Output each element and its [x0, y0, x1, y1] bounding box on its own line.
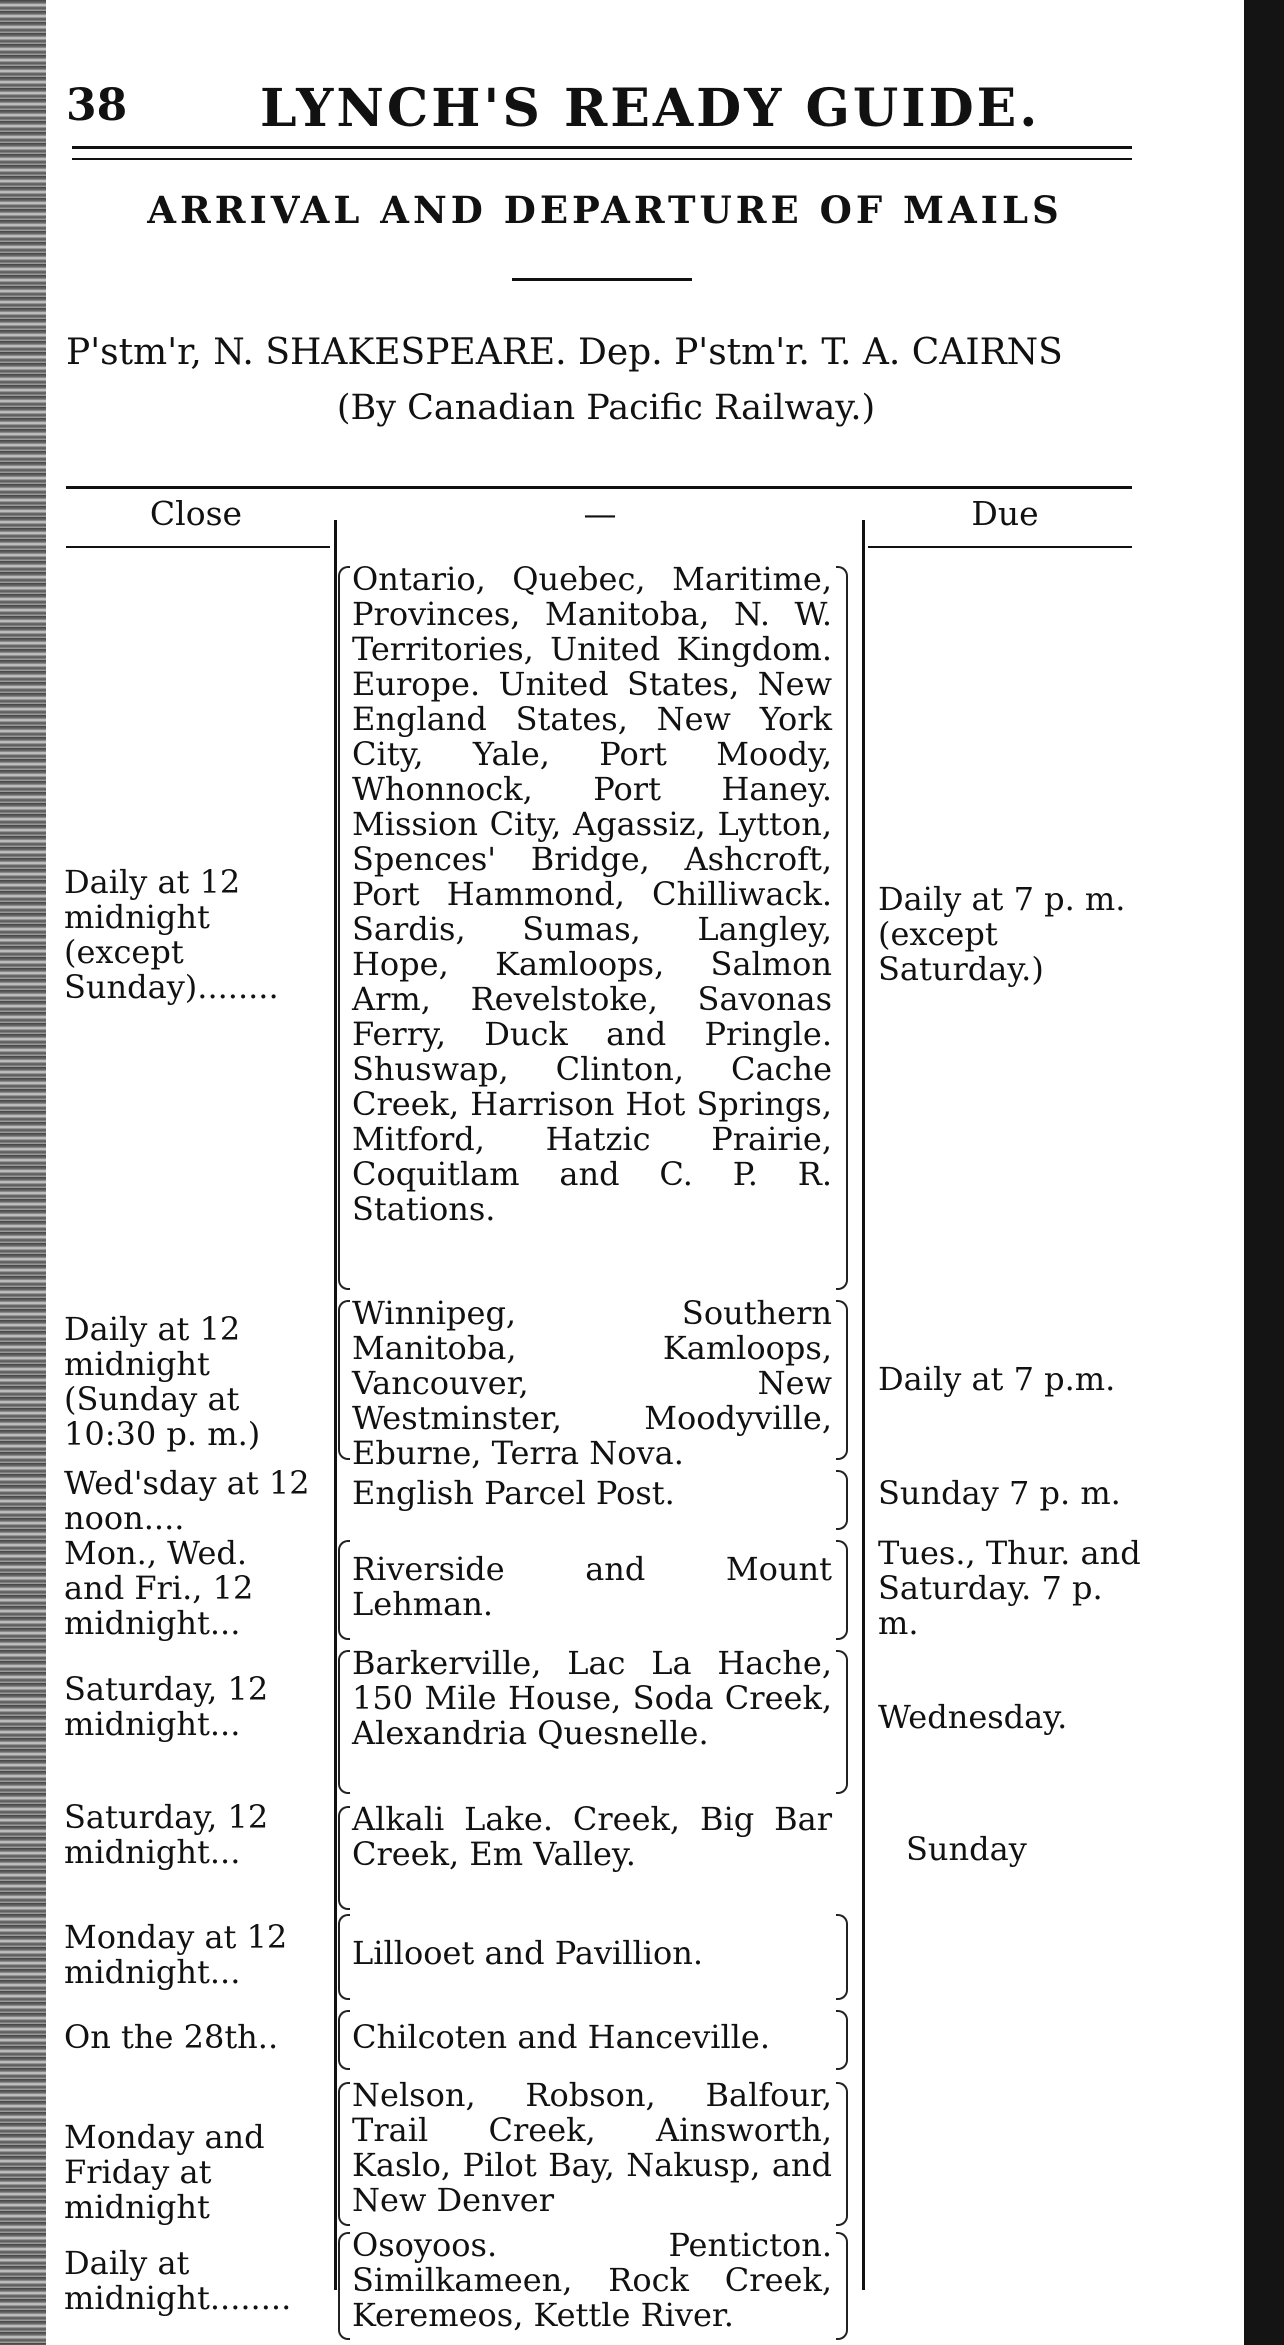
left-brace: [338, 1540, 350, 1640]
right-brace: [836, 1650, 848, 1794]
close-time: Saturday, 12 midnight...: [64, 1798, 269, 1871]
right-brace: [836, 566, 848, 1290]
left-brace: [338, 566, 350, 1290]
close-time: Monday at 12 midnight...: [64, 1918, 288, 1991]
mail-routes: Barkerville, Lac La Hache, 150 Mile House, Soda Creek, Alexandria Quesnelle.: [352, 1644, 832, 1752]
page-number: 38: [66, 80, 128, 131]
header-routes: —: [583, 494, 617, 533]
mail-routes: English Parcel Post.: [352, 1474, 675, 1512]
close-time: Wed'sday at 12 noon....: [64, 1464, 310, 1537]
close-time: On the 28th..: [64, 2018, 279, 2056]
header-rule-due: [868, 546, 1132, 548]
left-brace: [338, 1300, 350, 1460]
right-brace: [836, 1300, 848, 1460]
left-brace: [338, 2232, 350, 2340]
right-brace: [836, 2010, 848, 2070]
mail-routes: Chilcoten and Hanceville.: [352, 2018, 771, 2056]
left-brace: [338, 2010, 350, 2070]
right-brace: [836, 2232, 848, 2340]
mail-routes: Osoyoos. Penticton. Similkameen, Rock Creek, Keremeos, Kettle River.: [352, 2226, 832, 2334]
table-top-rule: [66, 486, 1132, 489]
section-divider: [512, 278, 692, 281]
close-time: Daily at midnight........: [64, 2244, 292, 2317]
close-time: Daily at 12 midnight (Sunday at 10:30 p. m.): [64, 1310, 261, 1453]
close-time: Daily at 12 midnight (except Sunday)........: [64, 863, 279, 1006]
close-time: Mon., Wed. and Fri., 12 midnight...: [64, 1534, 254, 1642]
left-brace: [338, 1806, 350, 1910]
close-time: Monday and Friday at midnight: [64, 2118, 265, 2226]
mail-routes: Winnipeg, Southern Manitoba, Kamloops, Vancouver, New Westminster, Moodyville, Eburne, Terra Nova.: [352, 1294, 832, 1472]
right-brace: [836, 1470, 848, 1530]
scan-border: [1244, 0, 1284, 2345]
due-time: Sunday: [906, 1830, 1027, 1868]
column-divider-left: [334, 520, 337, 2290]
due-time: Wednesday.: [878, 1698, 1068, 1736]
right-brace: [836, 2082, 848, 2226]
book-title: LYNCH'S READY GUIDE.: [260, 78, 1041, 139]
mail-routes: Lillooet and Pavillion.: [352, 1934, 704, 1972]
postmaster-line: P'stm'r, N. SHAKESPEARE. Dep. P'stm'r. T. A. CAIRNS: [66, 332, 1063, 373]
right-brace: [836, 1914, 848, 2000]
column-divider-right: [862, 520, 865, 2290]
mail-routes: Alkali Lake. Creek, Big Bar Creek, Em Valley.: [352, 1800, 832, 1873]
head-rule-top: [72, 146, 1132, 149]
mail-routes: Riverside and Mount Lehman.: [352, 1550, 832, 1623]
due-time: Tues., Thur. and Saturday. 7 p. m.: [878, 1534, 1141, 1642]
close-time: Saturday, 12 midnight...: [64, 1670, 269, 1743]
running-head: [60, 78, 1140, 148]
left-brace: [338, 1650, 350, 1794]
head-rule-bottom: [72, 158, 1132, 160]
book-binding-edge: [0, 0, 46, 2345]
due-time: Daily at 7 p. m. (except Saturday.): [878, 880, 1126, 988]
section-title: ARRIVAL AND DEPARTURE OF MAILS: [147, 188, 1063, 232]
due-time: Daily at 7 p.m.: [878, 1360, 1116, 1398]
mail-routes: Nelson, Robson, Balfour, Trail Creek, Ainsworth, Kaslo, Pilot Bay, Nakusp, and New Denver: [352, 2076, 832, 2219]
right-brace: [836, 1540, 848, 1640]
railway-subtitle: (By Canadian Pacific Railway.): [336, 388, 876, 428]
header-close: Close: [149, 494, 243, 533]
mail-routes: Ontario, Quebec, Maritime, Provinces, Manitoba, N. W. Territories, United Kingdom. Europe. United States, New England States, New York City, Yale, Port Moody, Whonnock, Port Haney. Mission City, Agassiz, Lytton, Spences' Bridge, Ashcroft, Port Hammond, Chilliwack. Sardis, Sumas, Langley, Hope, Kamloops, Salmon Arm, Revelstoke, Savonas Ferry, Duck and Pringle. Shuswap, Clinton, Cache Creek, Harrison Hot Springs, Mitford, Hatzic Prairie, Coquitlam and C. P. R. Stations.: [352, 560, 832, 1228]
header-due: Due: [971, 494, 1039, 533]
due-time: Sunday 7 p. m.: [878, 1474, 1121, 1512]
header-rule-close: [66, 546, 330, 548]
left-brace: [338, 1914, 350, 2000]
left-brace: [338, 2082, 350, 2226]
